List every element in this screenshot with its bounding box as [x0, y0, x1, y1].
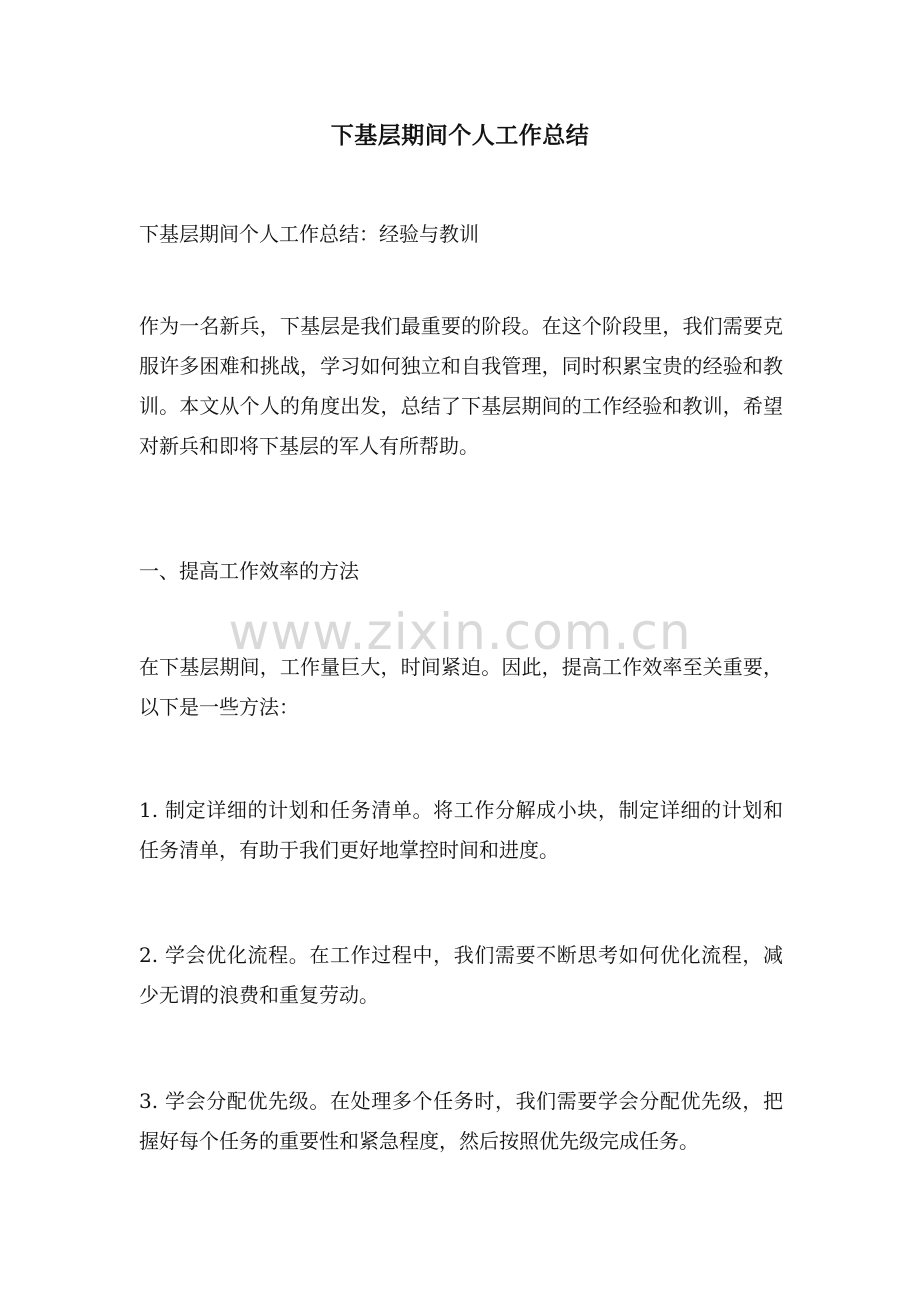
list-item: 1. 制定详细的计划和任务清单。将工作分解成小块，制定详细的计划和任务清单，有助于我们更好地掌控时间和进度。 [139, 798, 783, 862]
watermark: www.zixin.com.cn [228, 603, 692, 661]
section-intro-paragraph: 在下基层期间，工作量巨大，时间紧迫。因此，提高工作效率至关重要，以下是一些方法： [139, 655, 783, 719]
document-title: 下基层期间个人工作总结 [330, 122, 590, 149]
list-item: 3. 学会分配优先级。在处理多个任务时，我们需要学会分配优先级，把握好每个任务的重要性和紧急程度，然后按照优先级完成任务。 [139, 1089, 783, 1153]
list-item: 2. 学会优化流程。在工作过程中，我们需要不断思考如何优化流程，减少无谓的浪费和重复劳动。 [139, 943, 783, 1007]
intro-paragraph: 作为一名新兵，下基层是我们最重要的阶段。在这个阶段里，我们需要克服许多困难和挑战，学习如何独立和自我管理，同时积累宝贵的经验和教训。本文从个人的角度出发，总结了下基层期间的工作经验和教训，希望对新兵和即将下基层的军人有所帮助。 [139, 314, 783, 458]
document-subtitle: 下基层期间个人工作总结：经验与教训 [139, 222, 479, 246]
section-heading: 一、提高工作效率的方法 [139, 559, 359, 583]
